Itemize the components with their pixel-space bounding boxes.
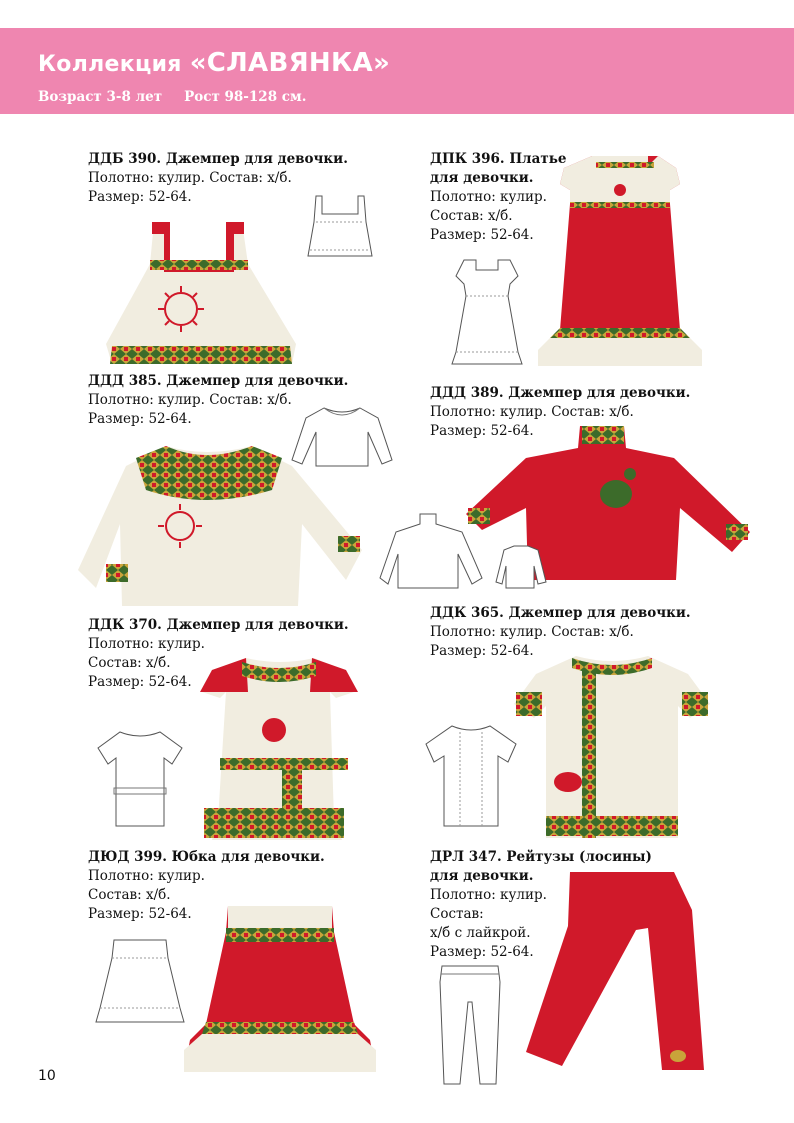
technical-sketch — [420, 720, 522, 832]
page-number: 10 — [38, 1068, 56, 1084]
garment-photo — [180, 900, 380, 1076]
product-description: ДДД 389. Джемпер для девочки. Полотно: кулир. Состав: х/б. Размер: 52-64. — [430, 385, 691, 439]
product-description: ДРЛ 347. Рейтузы (лосины) для девочки. Полотно: кулир. Состав: х/б с лайкрой. Размер: 52-64. — [430, 849, 652, 960]
header-banner — [0, 28, 794, 114]
technical-sketch — [378, 510, 550, 592]
technical-sketch — [298, 192, 382, 264]
product-description: ДДК 365. Джемпер для девочки. Полотно: кулир. Состав: х/б. Размер: 52-64. — [430, 605, 691, 659]
product-description: ДЮД 399. Юбка для девочки. Полотно: кулир. Состав: х/б. Размер: 52-64. — [88, 849, 325, 922]
technical-sketch — [442, 256, 532, 368]
garment-photo — [518, 870, 708, 1078]
collection-subtitle — [38, 89, 306, 105]
garment-photo — [512, 652, 712, 842]
garment-photo — [530, 150, 720, 370]
garment-photo — [76, 440, 368, 612]
technical-sketch — [92, 936, 188, 1028]
product-description: ДДБ 390. Джемпер для девочки. Полотно: кулир. Состав: х/б. Размер: 52-64. — [88, 151, 348, 205]
technical-sketch — [432, 962, 508, 1090]
collection-title: Коллекция «СЛАВЯНКА» — [38, 48, 391, 78]
product-description: ДПК 396. Платье для девочки. Полотно: кулир. Состав: х/б. Размер: 52-64. — [430, 151, 567, 243]
product-description: ДДД 385. Джемпер для девочки. Полотно: кулир. Состав: х/б. Размер: 52-64. — [88, 373, 349, 427]
garment-photo — [96, 214, 306, 374]
product-description: ДДК 370. Джемпер для девочки. Полотно: кулир. Состав: х/б. Размер: 52-64. — [88, 617, 349, 690]
garment-photo — [198, 652, 360, 844]
technical-sketch — [90, 726, 190, 832]
age-range: Возраст 3-8 лет — [38, 89, 163, 105]
height-range: Рост 98-128 см. — [184, 89, 307, 105]
